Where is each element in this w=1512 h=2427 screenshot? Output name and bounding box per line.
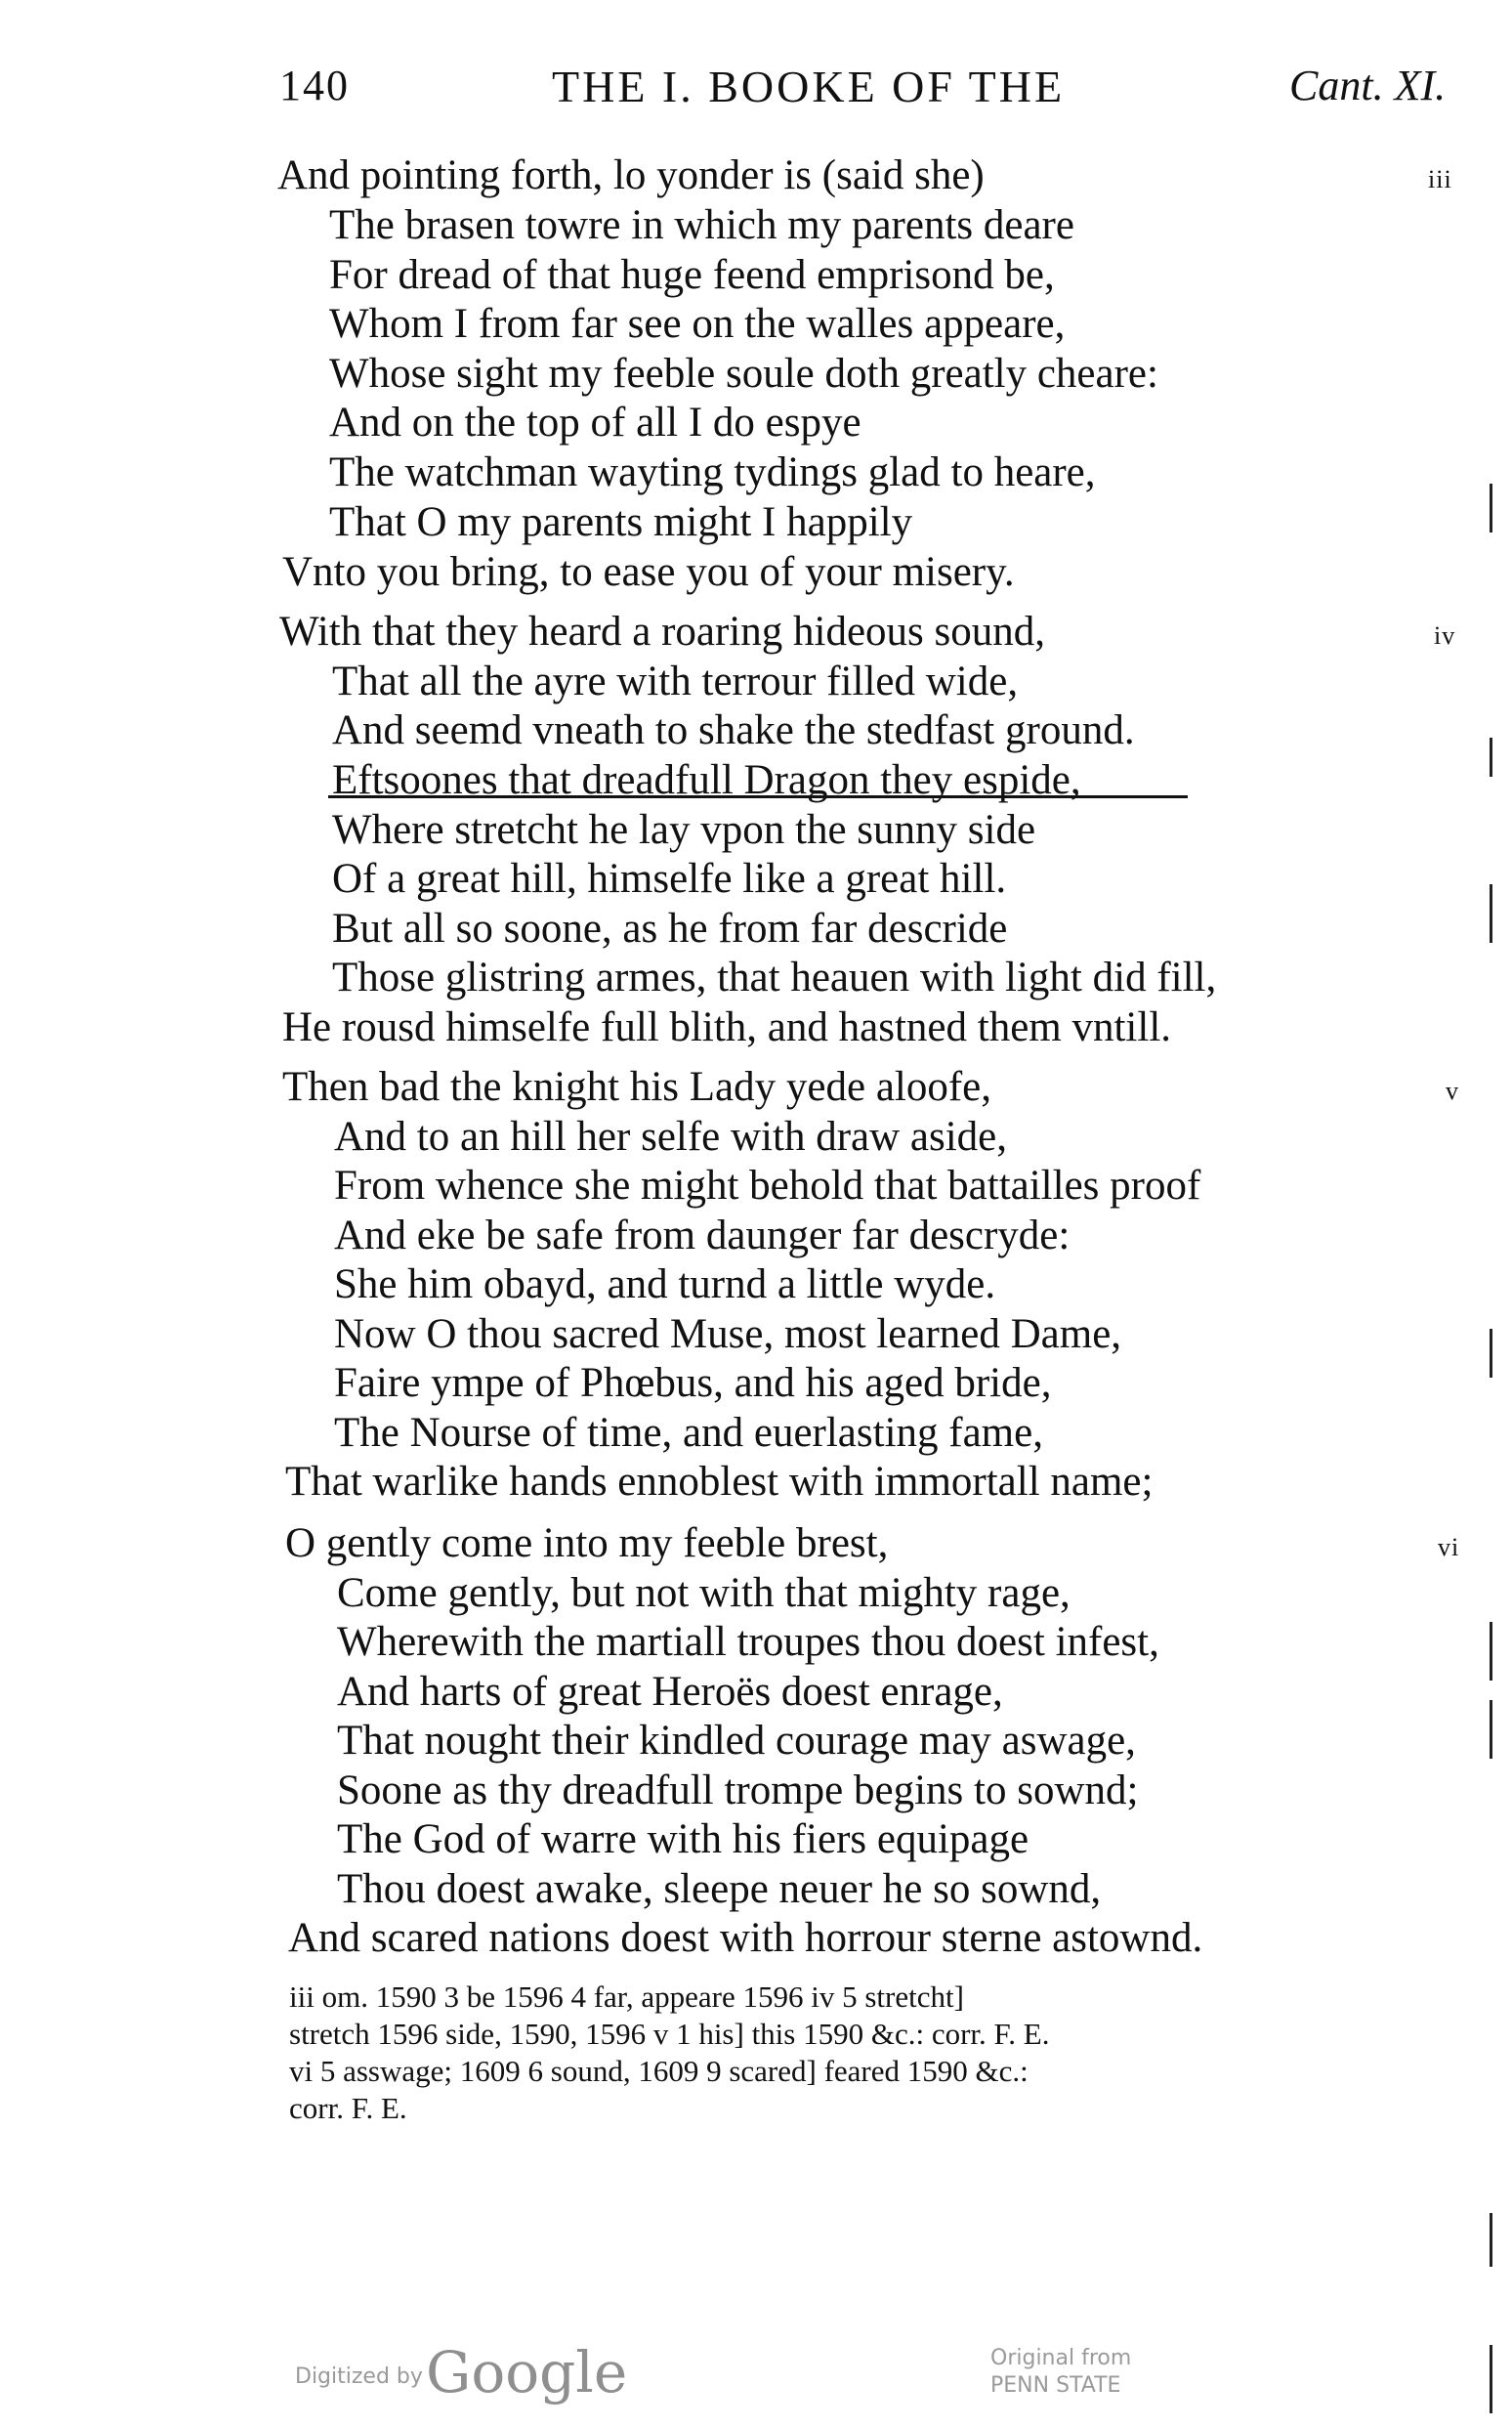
verse-line: Of a great hill, himselfe like a great hill. (332, 856, 1007, 902)
scan-edge-mark (1490, 884, 1492, 943)
note-line: corr. F. E. (289, 2091, 407, 2125)
scan-edge-mark (1490, 738, 1492, 777)
digitized-by-label: Digitized by (295, 2364, 423, 2389)
page-header (0, 61, 1512, 129)
verse-line: And harts of great Heroës doest enrage, (337, 1669, 1003, 1715)
verse-line: Then bad the knight his Lady yede aloofe, (282, 1064, 992, 1110)
note-line: iii om. 1590 3 be 1596 4 far, appeare 1596 iv 5 stretcht] (289, 1980, 964, 2014)
verse-line: O gently come into my feeble brest, (285, 1520, 889, 1566)
scan-edge-mark (1490, 1622, 1492, 1681)
scan-edge-mark (1490, 1329, 1492, 1378)
verse-line: The God of warre with his fiers equipage (337, 1816, 1029, 1862)
stanza-number: v (1446, 1077, 1459, 1105)
verse-line: For dread of that huge feend emprisond be, (329, 252, 1055, 298)
stanza-number: iv (1434, 621, 1456, 650)
stanza-number: vi (1438, 1533, 1460, 1561)
verse-line: Wherewith the martiall troupes thou doest infest, (337, 1619, 1159, 1665)
verse-line: From whence she might behold that battailles proof (334, 1163, 1201, 1209)
verse-line: And on the top of all I do espye (329, 400, 861, 446)
verse-line: And scared nations doest with horrour sterne astownd. (288, 1915, 1203, 1961)
verse-line: The brasen towre in which my parents deare (329, 202, 1074, 248)
verse-line: Vnto you bring, to ease you of your misery. (282, 549, 1015, 595)
note-line: vi 5 asswage; 1609 6 sound, 1609 9 scared] feared 1590 &c.: (289, 2054, 1029, 2088)
verse-line: And eke be safe from daunger far descryde: (334, 1213, 1071, 1258)
original-source (990, 2345, 1131, 2400)
canto-label: Cant. XI. (1289, 62, 1447, 109)
verse-line: The Nourse of time, and euerlasting fame, (334, 1410, 1043, 1456)
note-line: stretch 1596 side, 1590, 1596 v 1 his] this 1590 &c.: corr. F. E. (289, 2017, 1050, 2051)
verse-line: With that they heard a roaring hideous sound, (279, 609, 1046, 655)
verse-line: Whom I from far see on the walles appeare, (329, 301, 1066, 347)
verse-line: Thou doest awake, sleepe neuer he so sownd, (337, 1866, 1102, 1912)
verse-line: Now O thou sacred Muse, most learned Dame, (334, 1311, 1122, 1357)
footer (0, 2339, 1512, 2413)
source-name: PENN STATE (990, 2373, 1121, 2398)
scan-edge-mark (1490, 2213, 1492, 2267)
verse-line: And pointing forth, lo yonder is (said she) (277, 152, 985, 198)
verse-line: That nought their kindled courage may aswage, (337, 1718, 1136, 1764)
verse-line: Where stretcht he lay vpon the sunny side (332, 807, 1036, 853)
original-from-label: Original from (990, 2346, 1132, 2370)
verse-line: That O my parents might I happily (329, 499, 913, 545)
verse-line: Those glistring armes, that heauen with light did fill, (332, 955, 1217, 1001)
page-number: 140 (279, 62, 350, 109)
pencil-underline (328, 795, 1188, 798)
google-logo: Google (426, 2339, 628, 2406)
scan-edge-mark (1490, 484, 1492, 532)
verse-line: But all so soone, as he from far descride (332, 906, 1008, 952)
verse-line: And to an hill her selfe with draw aside, (334, 1114, 1008, 1160)
verse-line: And seemd vneath to shake the stedfast ground. (332, 707, 1135, 753)
verse-line: That warlike hands ennoblest with immortall name; (285, 1459, 1154, 1505)
verse-line: That all the ayre with terrour filled wide, (332, 659, 1019, 704)
scan-edge-mark (1490, 1700, 1492, 1759)
stanza-number: iii (1428, 165, 1452, 193)
verse-line: The watchman wayting tydings glad to heare, (329, 449, 1096, 495)
running-title: THE I. BOOKE OF THE (552, 62, 1066, 111)
verse-line: Eftsoones that dreadfull Dragon they espide, (332, 757, 1081, 803)
verse-line: Come gently, but not with that mighty rage, (337, 1570, 1071, 1616)
verse-line: Soone as thy dreadfull trompe begins to sownd; (337, 1767, 1139, 1813)
verse-line: He rousd himselfe full blith, and hastned them vntill. (282, 1004, 1172, 1050)
verse-line: Whose sight my feeble soule doth greatly cheare: (329, 351, 1158, 397)
verse-line: Faire ympe of Phœbus, and his aged bride, (334, 1360, 1052, 1406)
verse-line: She him obayd, and turnd a little wyde. (334, 1261, 996, 1307)
